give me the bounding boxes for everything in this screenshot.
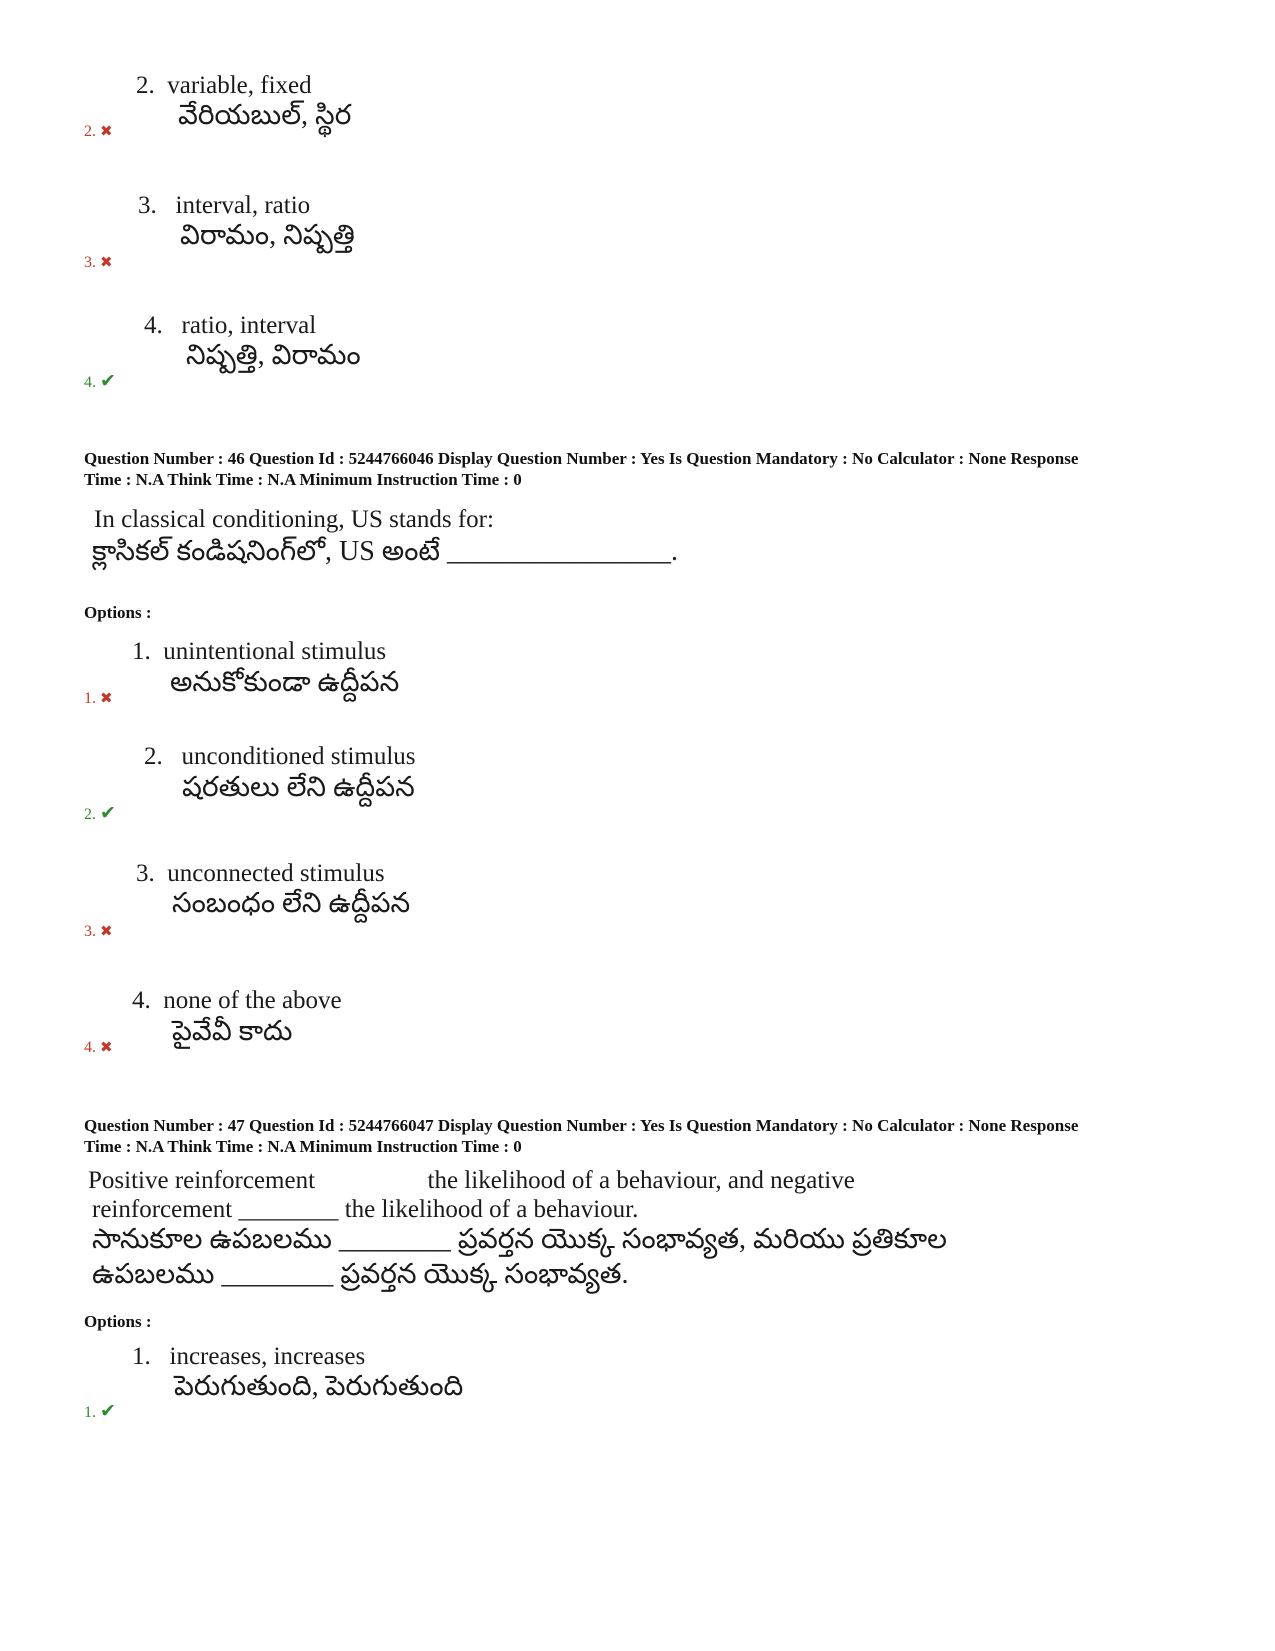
check-icon: ✔ bbox=[100, 1401, 116, 1422]
option-2-english bbox=[136, 72, 312, 100]
check-icon: ✔ bbox=[100, 371, 116, 392]
option-text: none of the above bbox=[163, 987, 342, 1014]
option-text: unintentional stimulus bbox=[163, 638, 387, 665]
q46-option-2-telugu: షరతులు లేని ఉద్దీపన bbox=[182, 772, 415, 803]
q46-option-4-marker: 4. ✖ bbox=[84, 1039, 113, 1056]
q47-option-1-telugu: పెరుగుతుంది, పెరుగుతుంది bbox=[174, 1371, 464, 1402]
cross-icon: ✖ bbox=[100, 124, 113, 140]
option-2-telugu: వేరియబుల్, స్థిర bbox=[178, 100, 352, 131]
question-47-stem-english-line-2: reinforcement ________ the likelihood of a behaviour. bbox=[92, 1196, 639, 1223]
question-47-options-label: Options : bbox=[84, 1312, 152, 1331]
cross-icon: ✖ bbox=[100, 924, 113, 940]
option-text: increases, increases bbox=[169, 1343, 366, 1370]
q47-option-1-marker: 1. ✔ bbox=[84, 1401, 116, 1422]
question-46-stem-telugu: క్లాసికల్ కండిషనింగ్‌లో, US అంటే ________________. bbox=[92, 536, 679, 567]
cross-icon: ✖ bbox=[100, 255, 113, 271]
q46-option-1-english bbox=[132, 638, 386, 666]
option-4-marker: 4. ✔ bbox=[84, 371, 116, 392]
option-4-english bbox=[144, 312, 316, 340]
question-47-stem-english-line-1: Positive reinforcement the likelihood of a behaviour, and negative bbox=[88, 1167, 855, 1194]
option-text: interval, ratio bbox=[175, 192, 311, 219]
q46-option-2-marker: 2. ✔ bbox=[84, 803, 116, 824]
q47-option-1-english bbox=[132, 1343, 365, 1371]
option-number: 4. bbox=[144, 312, 163, 339]
question-47-stem-telugu-line-2: ఉపబలము ________ ప్రవర్తన యొక్క సంభావ్యత. bbox=[92, 1259, 629, 1290]
question-47-meta: Question Number : 47 Question Id : 5244766047 Display Question Number : Yes Is Question Mandatory : No Calculator : None Response Time : N.A Think Time : N.A Minimum Instruction Time : 0 bbox=[84, 1116, 1079, 1156]
q46-option-1-marker: 1. ✖ bbox=[84, 690, 113, 707]
option-text: unconditioned stimulus bbox=[181, 743, 416, 770]
option-3-telugu: విరామం, నిష్పత్తి bbox=[180, 220, 355, 251]
option-2-marker: 2. ✖ bbox=[84, 123, 113, 140]
option-number: 2. bbox=[136, 72, 155, 99]
q46-option-4-telugu: పైవేవీ కాదు bbox=[172, 1016, 293, 1047]
question-46-stem-english: In classical conditioning, US stands for: bbox=[94, 506, 494, 533]
q46-option-3-telugu: సంబంధం లేని ఉద్దీపన bbox=[172, 888, 411, 919]
option-text: ratio, interval bbox=[181, 312, 317, 339]
option-text: variable, fixed bbox=[167, 72, 312, 99]
option-3-marker: 3. ✖ bbox=[84, 254, 113, 271]
option-number: 3. bbox=[138, 192, 157, 219]
option-4-telugu: నిష్పత్తి, విరామం bbox=[186, 340, 361, 371]
q46-option-3-english bbox=[136, 860, 385, 888]
option-3-english bbox=[138, 192, 310, 220]
question-47-stem-telugu-line-1: సానుకూల ఉపబలము ________ ప్రవర్తన యొక్క సంభావ్యత, మరియు ప్రతికూల bbox=[92, 1224, 947, 1255]
cross-icon: ✖ bbox=[100, 691, 113, 707]
question-46-meta: Question Number : 46 Question Id : 5244766046 Display Question Number : Yes Is Question Mandatory : No Calculator : None Response Time : N.A Think Time : N.A Minimum Instruction Time : 0 bbox=[84, 449, 1079, 489]
check-icon: ✔ bbox=[100, 803, 116, 824]
option-number: 4. bbox=[132, 987, 151, 1014]
option-text: unconnected stimulus bbox=[167, 860, 385, 887]
q46-option-3-marker: 3. ✖ bbox=[84, 923, 113, 940]
q46-option-2-english bbox=[144, 743, 416, 771]
option-number: 1. bbox=[132, 638, 151, 665]
cross-icon: ✖ bbox=[100, 1040, 113, 1056]
option-number: 2. bbox=[144, 743, 163, 770]
q46-option-4-english bbox=[132, 987, 342, 1015]
question-46-options-label: Options : bbox=[84, 603, 152, 622]
option-number: 1. bbox=[132, 1343, 151, 1370]
q46-option-1-telugu: అనుకోకుండా ఉద్దీపన bbox=[170, 667, 400, 698]
option-number: 3. bbox=[136, 860, 155, 887]
